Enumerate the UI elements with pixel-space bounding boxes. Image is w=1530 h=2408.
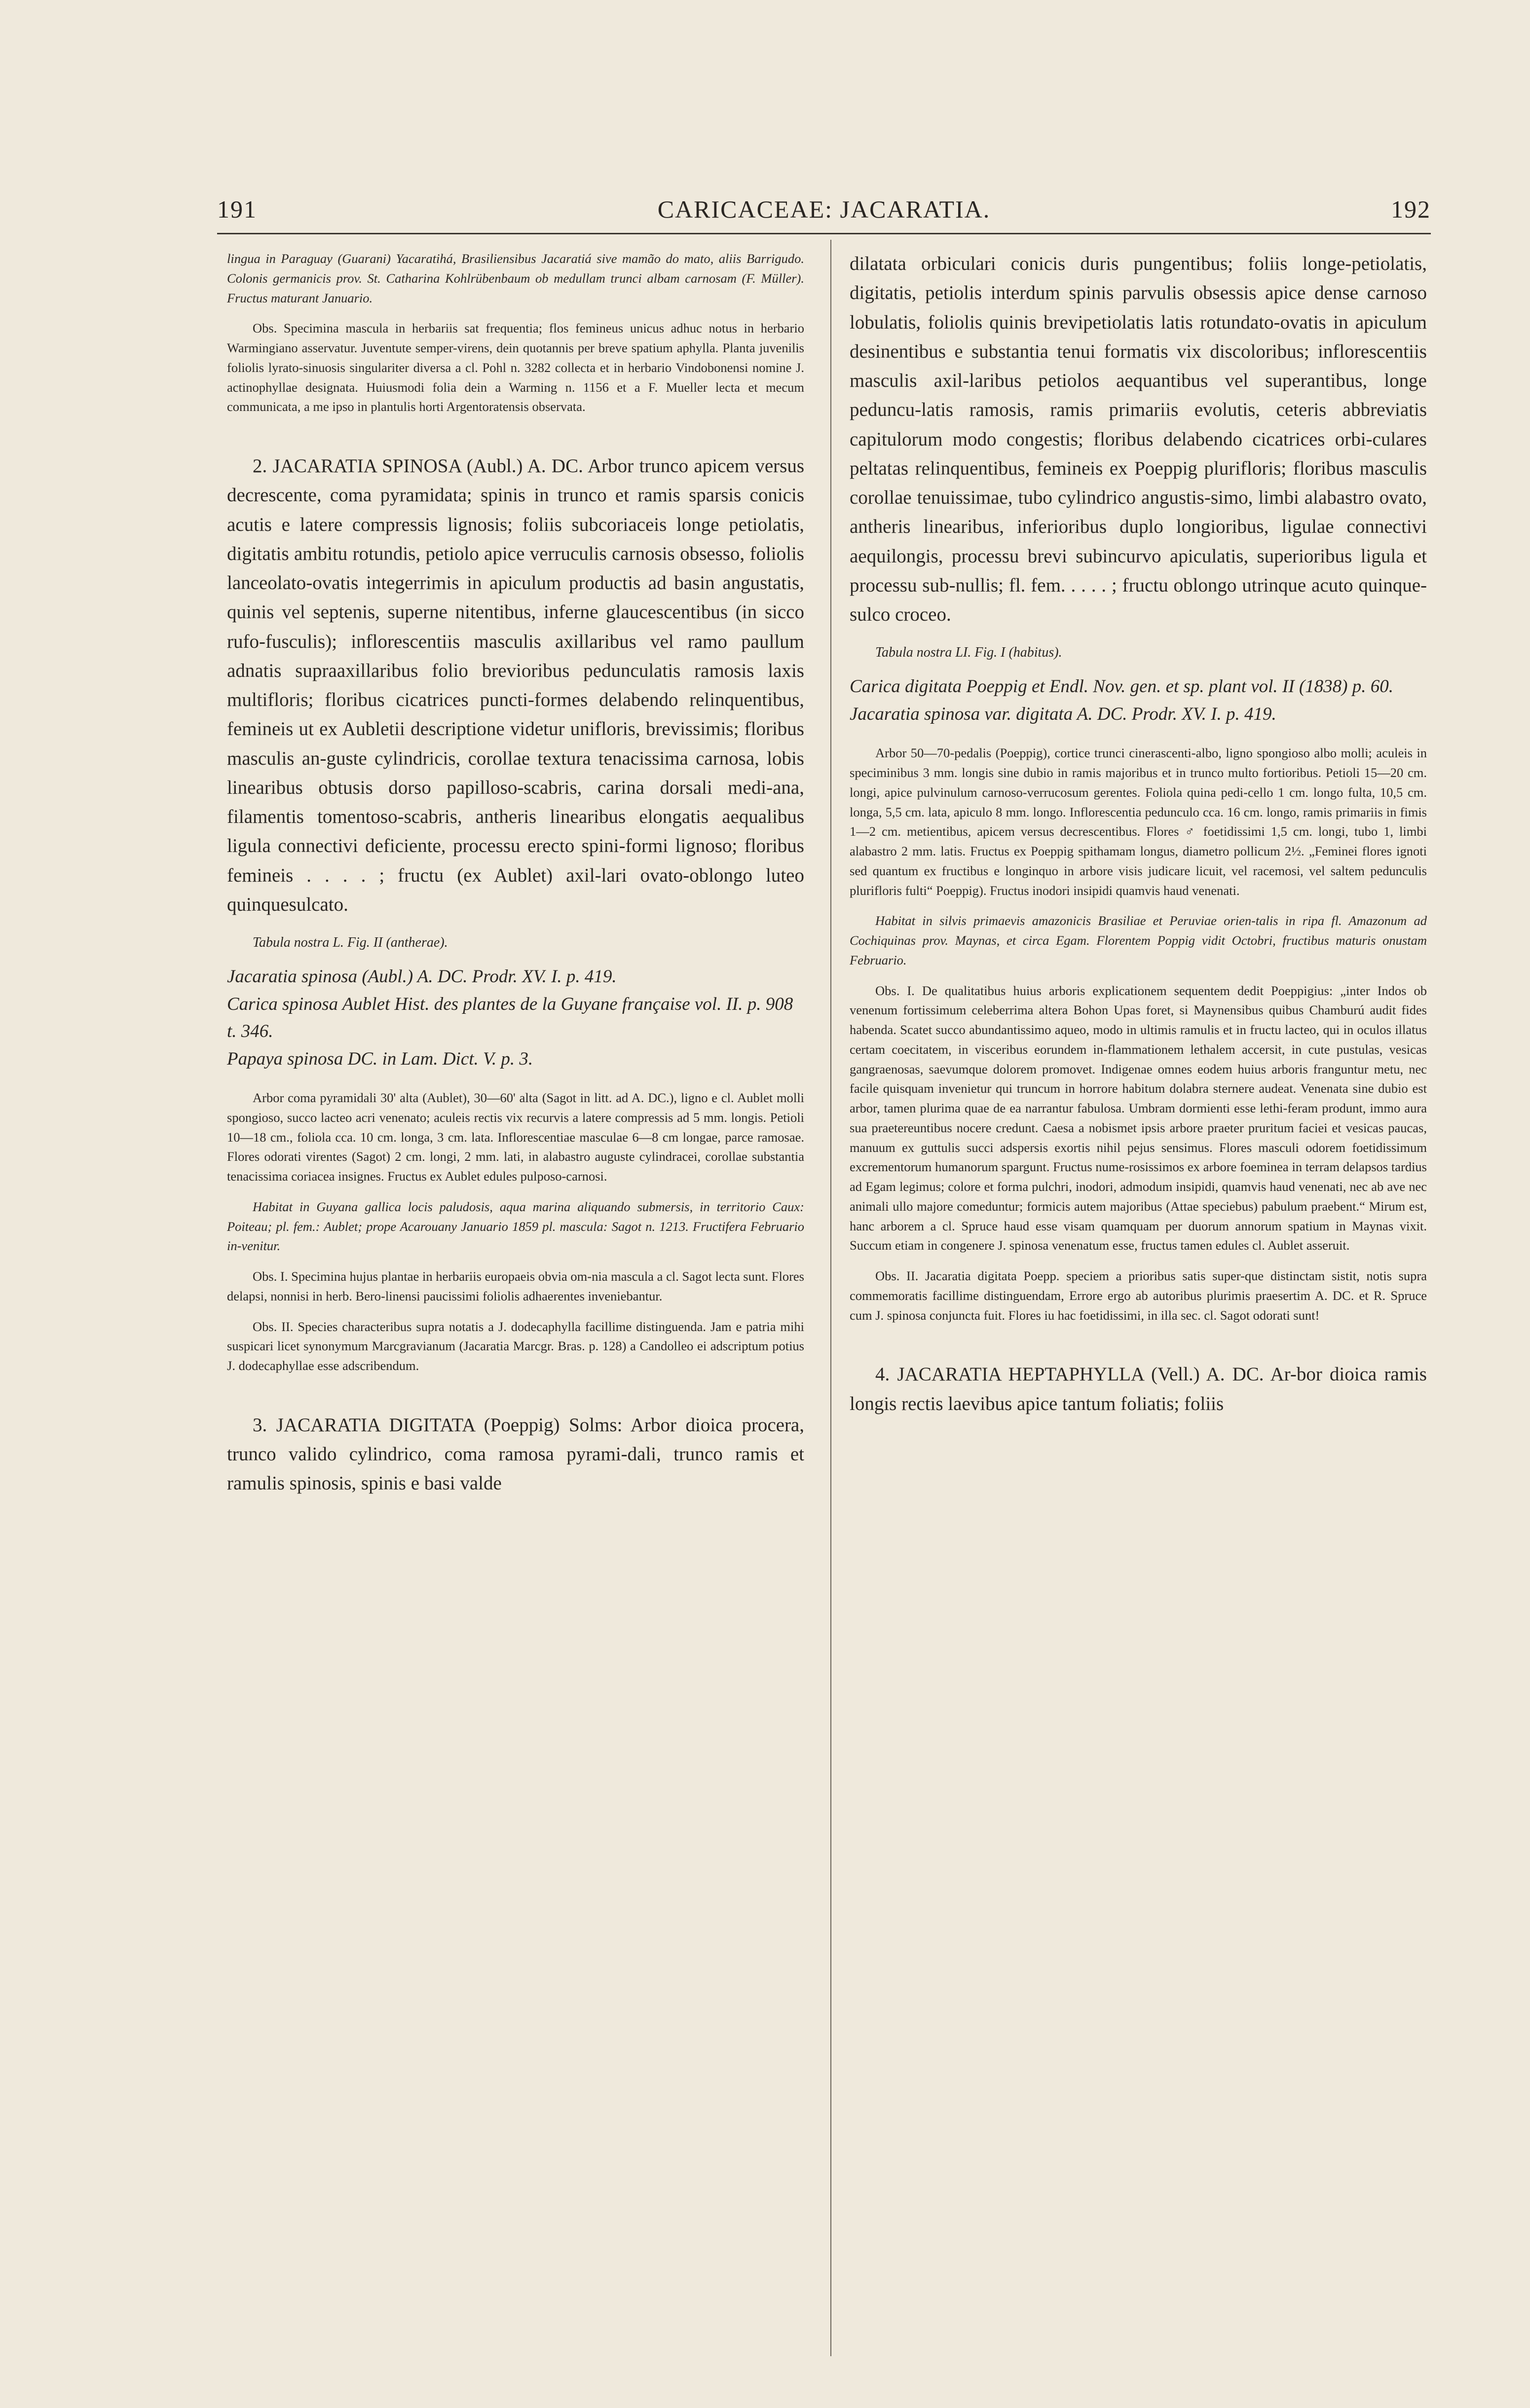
- synonym-line: Jacaratia spinosa (Aubl.) A. DC. Prodr. XV. I. p. 419.: [227, 966, 617, 987]
- detailed-description: Arbor 50—70-pedalis (Poeppig), cortice trunci cinerascenti-albo, ligno spongioso albo molli; aculeis in speciminibus 3 mm. longis sine dubio in ramis majoribus et in trunco multo fortioribus. Petioli 15—20 cm. longi, apice pulvinulum carnoso-verrucosum gerentes. Foliola quina pedi-cello 1 cm. longo fulta, 10,5 cm. longa, 5,5 cm. lata, apiculo 8 mm. longo. Inflorescentia pedunculo cca. 16 cm. longo, ramis primariis in fimis 1—2 cm. metientibus, apicem versus decrescentibus. Flores ♂ foetidissimi 1,5 cm. longi, tubo 1, limbi alabastro 2 mm. latis. Fructus ex Poeppig spithamam longus, diametro pollicum 2½. „Feminei flores ignoti sed quantum ex fructibus e longinquo in arbore visis judicare licuit, vel racemosi, vel saltem pedunculis plurifloris fulti“ Poeppig). Fructus inodori insipidi quamvis haud venenati.: [850, 745, 1427, 898]
- plate-caption: Tabula nostra L. Fig. II (antherae).: [253, 935, 448, 951]
- plate-caption: Tabula nostra LI. Fig. I (habitus).: [875, 645, 1062, 661]
- species-description-spinosa: 2. JACARATIA SPINOSA (Aubl.) A. DC. Arbor trunco apicem versus decrescente, coma pyramidata; spinis in trunco et ramis sparsis conicis acutis e latere compressis lignosis; foliis subcoriaceis longe petiolatis, digitatis ambitu rotundis, petiolo apice verruculis carnosis obsesso, foliolis lanceolato-ovatis integerrimis in apiculum productis ad basin angustatis, quinis vel septenis, superne nitentibus, inferne glaucescentibus (in sicco rufo-fusculis); inflorescentiis masculis axillaribus vel ramo paullum adnatis supraaxillaribus folio brevioribus pedunculatis ramosis laxis multifloris; floribus cicatrices puncti-formes delabendo relinquentibus, femineis ut ex Aubletii descriptione videtur unifloris, brevissimis; floribus masculis an-guste cylindricis, corollae textura tenacissima carnosa, lobis linearibus obtusis dorso papilloso-scabris, carina dorsali medi-ana, filamentis tomentoso-scabris, antheris linearibus elongatis aequalibus ligula connectivi deficiente, processu erecto spini-formi lignoso; floribus femineis . . . . ; fructu (ex Aublet) axil-lari ovato-oblongo luteo quinquesulcato.: [227, 455, 804, 915]
- running-header: [217, 195, 1431, 234]
- running-title: CARICACEAE: JACARATIA.: [657, 195, 991, 223]
- synonym-line: Papaya spinosa DC. in Lam. Dict. V. p. 3.: [227, 1048, 533, 1069]
- observation-note: Obs. Specimina mascula in herbariis sat frequentia; flos femineus unicus adhuc notus in herbario Warmingiano asservatur. Juventute semper-virens, dein quotannis per breve spatium aphylla. Planta juvenilis foliolis lyrato-sinuosis singulariter diversa a cl. Pohl n. 3282 collecta et in herbario Vindobonensi nomine J. actinophyllae designata. Huiusmodi folia dein a Warming n. 1156 et a F. Mueller lecta et mecum communicata, a me ipso in plantulis horti Argentoratensis observata.: [227, 321, 804, 414]
- synonym-line: Carica digitata Poeppig et Endl. Nov. gen. et sp. plant vol. II (1838) p. 60.: [850, 676, 1393, 697]
- observation-note: Obs. I. Specimina hujus plantae in herbariis europaeis obvia om-nia mascula a cl. Sagot lecta sunt. Flores delapsi, nonnisi in herb. Bero-linensi paucissimi foliolis adhaerentes inveniebantur.: [227, 1269, 804, 1303]
- detailed-description: Arbor coma pyramidali 30' alta (Aublet), 30—60' alta (Sagot in litt. ad A. DC.), ligno e cl. Aublet molli spongioso, succo lacteo acri venenato; aculeis rectis vix recurvis a latere compressis ad 5 mm. longis. Petioli 10—18 cm., foliola cca. 10 cm. longa, 3 cm. lata. Inflorescentiae masculae 6—8 cm longae, parce ramosae. Flores odorati virentes (Sagot) 2 cm. longi, 2 mm. lati, in alabastro auguste cylindracei, corollae substantia tenacissima coriacea insignes. Fructus ex Aublet edules pulposo-carnosi.: [227, 1090, 804, 1184]
- column-divider: [830, 240, 831, 2356]
- species-description-digitata: 3. JACARATIA DIGITATA (Poeppig) Solms: Arbor dioica procera, trunco valido cylindrico, coma ramosa pyrami-dali, trunco ramis et ramulis spinosis, spinis e basi valde: [227, 1414, 804, 1494]
- paragraph-vernacular-names: lingua in Paraguay (Guarani) Yacaratihá, Brasiliensibus Jacaratiá sive mamão do mato, aliis Barrigudo. Colonis germanicis prov. St. Catharina Kohlrübenbaum ob medullam trunci albam carnosam (F. Müller). Fructus maturant Januario.: [227, 251, 804, 305]
- habitat-note: Habitat in Guyana gallica locis paludosis, aqua marina aliquando submersis, in territorio Caux: Poiteau; pl. fem.: Aublet; prope Acarouany Januario 1859 pl. mascula: Sagot n. 1213. Fructifera Februario in-venitur.: [227, 1199, 804, 1254]
- right-column: [850, 249, 1427, 1431]
- synonym-line: Jacaratia spinosa var. digitata A. DC. Prodr. XV. I. p. 419.: [850, 704, 1276, 724]
- observation-note: Obs. II. Jacaratia digitata Poepp. speciem a prioribus satis super-que distinctam sistit, notis supra commemoratis facillime distinguendam, Errore ergo ab autoribus plurimis praesertim A. DC. et R. Spruce cum J. spinosa conjuncta fuit. Flores iu hac foetidissimi, in illa sec. cl. Sagot odorati sunt!: [850, 1268, 1427, 1323]
- species-description-heptaphylla: 4. JACARATIA HEPTAPHYLLA (Vell.) A. DC. Ar-bor dioica ramis longis rectis laevibus apice tantum foliatis; foliis: [850, 1364, 1427, 1414]
- page-number-left: 191: [217, 195, 257, 223]
- synonymy-list: [850, 673, 1427, 728]
- header-rule: [217, 233, 1431, 234]
- observation-note: Obs. II. Species characteribus supra notatis a J. dodecaphylla facillime distinguenda. Jam e patria mihi suspicari licet synonymum Marcgravianum (Jacaratia Marcgr. Bras. p. 128) a Candolleo ei adscriptum potius J. dodecaphyllae esse adscribendum.: [227, 1319, 804, 1373]
- synonym-line: Carica spinosa Aublet Hist. des plantes de la Guyane française vol. II. p. 908 t. 346.: [227, 994, 793, 1042]
- habitat-note: Habitat in silvis primaevis amazonicis Brasiliae et Peruviae orien-talis in ripa fl. Amazonum ad Cochiquinas prov. Maynas, et circa Egam. Florentem Poppig vidit Octobri, fructibus maturis onustam Februario.: [850, 913, 1427, 967]
- species-description-continued: dilatata orbiculari conicis duris pungentibus; foliis longe-petiolatis, digitatis, petiolis interdum spinis parvulis obsessis apice dense carnoso lobulatis, foliolis quinis brevipetiolatis latis rotundato-ovatis in apiculum desinentibus e substantia tenui formatis vix discoloribus; inflorescentiis masculis axil-laribus petiolos aequantibus vel superantibus, longe peduncu-latis ramosis, ramis primariis evolutis, ceteris abbreviatis capitulorum modo congestis; floribus delabendo cicatrices orbi-culares peltatas relinquentibus, femineis ex Poeppig plurifloris; floribus masculis corollae tenuissimae, tubo cylindrico angustis-simo, limbi alabastro ovato, antheris linearibus, inferioribus duplo longioribus, ligulae connectivi aequilongis, processu brevi subincurvo apiculatis, superioribus ligula et processu sub-nullis; fl. fem. . . . . ; fructu oblongo utrinque acuto quinque-sulco croceo.: [850, 253, 1427, 626]
- left-column: [227, 249, 804, 1511]
- observation-note: Obs. I. De qualitatibus huius arboris explicationem sequentem dedit Poeppigius: „inter Indos ob venenum fortissimum celeberrima altera Bohon Upas foret, si Maynensibus quibus Chamburú audit fides habenda. Scatet succo abundantissimo aqueo, modo in ultimis ramulis et in fructu lacteo, qui in oculos illatus certam coecitatem, in visceribus eorundem in-flammationem lethalem accersit, in cute pustulas, vesicas gangraenosas, saevumque dolorem promovet. Indigenae omnes eodem huius arboris franguntur metu, nec facile quisquam invenietur qui truncum in horrore habitum dolabra sternere audeat. Venenata sine dubio est arbor, tamen plurima quae de ea narrantur fabulosa. Umbram dormienti esse lethi-feram produnt, immo aura sua praetereuntibus nocere credunt. Caesa a nobismet ipsis arbore praeter pruritum faciei et vesicas paucas, manuum ex guttulis succi adspersis exortis nihil pejus sensimus. Flores masculi odorem foetidissimum excrementorum humanorum spargunt. Fructus nume-rosissimos ex arbore foeminea in terram delapsos tardius ad Egam legimus; colore et forma pulchri, inodori, admodum insipidi, quamvis haud venenati, nec ab ave nec animali ullo majore comeduntur; formicis autem majoribus (Attae speciebus) pabulum praebent.“ Mirum est, hanc arborem a cl. Spruce haud esse visam quamquam per duorum annorum spatium in Maynas vixit. Succum etiam in congenere J. spinosa venenatum esse, fructus tamen edules cl. Aublet asseruit.: [850, 983, 1427, 1253]
- page-number-right: 192: [1391, 195, 1431, 223]
- synonymy-list: [227, 963, 804, 1073]
